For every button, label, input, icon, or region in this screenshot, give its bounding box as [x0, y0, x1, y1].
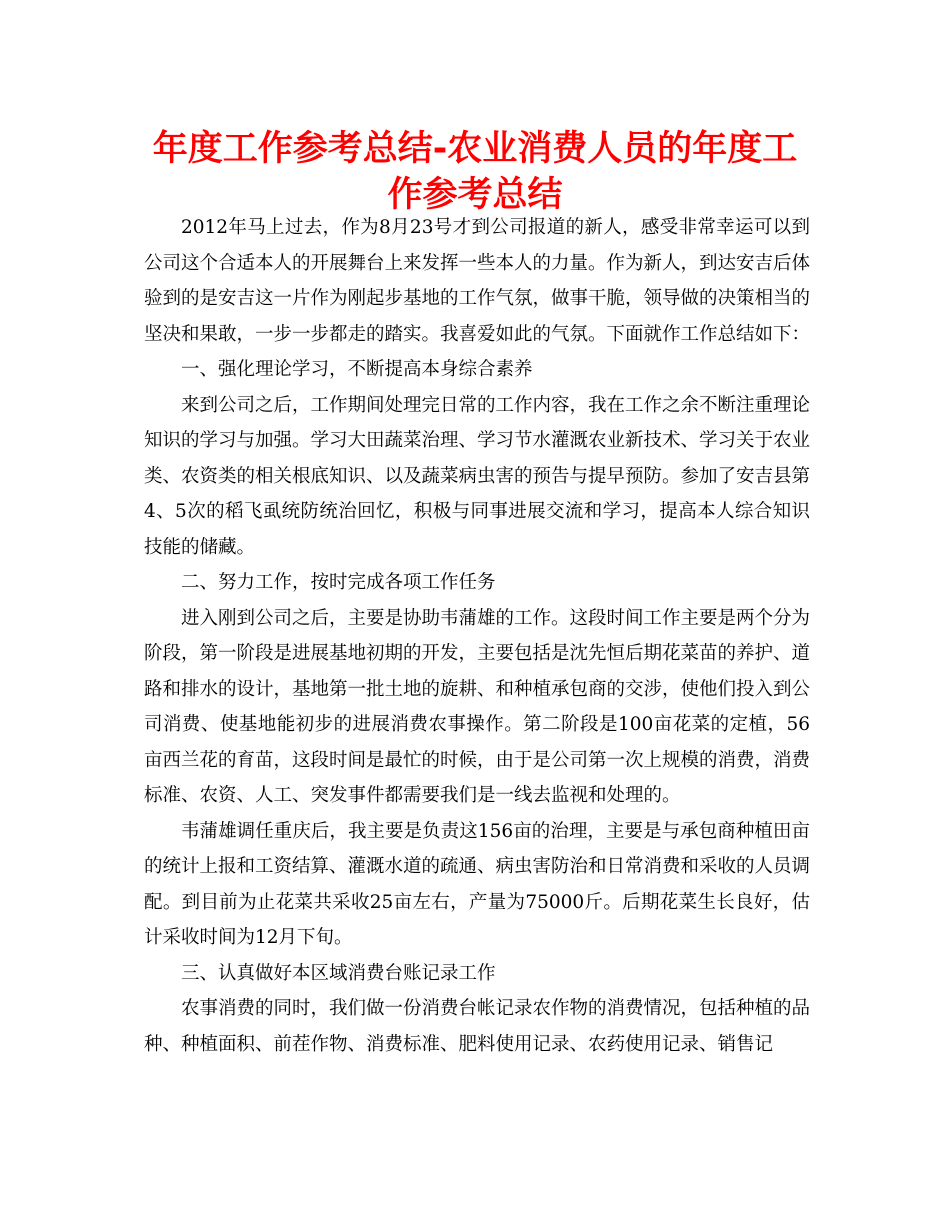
document-title: 年度工作参考总结-农业消费人员的年度工作参考总结 [152, 129, 798, 215]
document-body [144, 210, 810, 1062]
section-heading-3: 三、认真做好本区域消费台账记录工作 [181, 962, 496, 984]
paragraph-section-3: 农事消费的同时，我们做一份消费台帐记录农作物的消费情况，包括种植的品种、种植面积、前茬作物、消费标准、肥料使用记录、农药使用记录、销售记 [144, 998, 811, 1055]
paragraph-section-2b: 韦蒲雄调任重庆后，我主要是负责这156亩的治理，主要是与承包商种植田亩的统计上报和工资结算、灌溉水道的疏通、病虫害防治和日常消费和采收的人员调配。到目前为止花菜共采收25亩左右，产量为75000斤。后期花菜生长良好，估计采收时间为12月下旬。 [144, 820, 811, 948]
section-heading-1: 一、强化理论学习，不断提高本身综合素养 [181, 359, 533, 380]
paragraph-section-1: 来到公司之后，工作期间处理完日常的工作内容，我在工作之余不断注重理论知识的学习与加强。学习大田蔬菜治理、学习节水灌溉农业新技术、学习关于农业类、农资类的相关根底知识、以及蔬菜病虫害的预告与提早预防。参加了安吉县第4、5次的稻飞虱统防统治回忆，积极与同事进展交流和学习，提高本人综合知识技能的储藏。 [144, 394, 811, 558]
paragraph-section-2a: 进入刚到公司之后，主要是协助韦蒲雄的工作。这段时间工作主要是两个分为阶段，第一阶段是进展基地初期的开发，主要包括是沈先恒后期花菜苗的养护、道路和排水的设计，基地第一批土地的旋耕、和种植承包商的交涉，使他们投入到公司消费、使基地能初步的进展消费农事操作。第二阶段是100亩花菜的定植，56亩西兰花的育苗，这段时间是最忙的时候，由于是公司第一次上规模的消费，消费标准、农资、人工、突发事件都需要我们是一线去监视和处理的。 [144, 607, 811, 806]
section-heading-2: 二、努力工作，按时完成各项工作任务 [181, 572, 496, 593]
paragraph-intro: 2012年马上过去，作为8月23号才到公司报道的新人，感受非常幸运可以到公司这个合适本人的开展舞台上来发挥一些本人的力量。作为新人，到达安吉后体验到的是安吉这一片作为刚起步基地的工作气氛，做事干脆，领导做的决策相当的坚决和果敢，一步一步都走的踏实。我喜爱如此的气氛。下面就作工作总结如下： [144, 217, 811, 345]
